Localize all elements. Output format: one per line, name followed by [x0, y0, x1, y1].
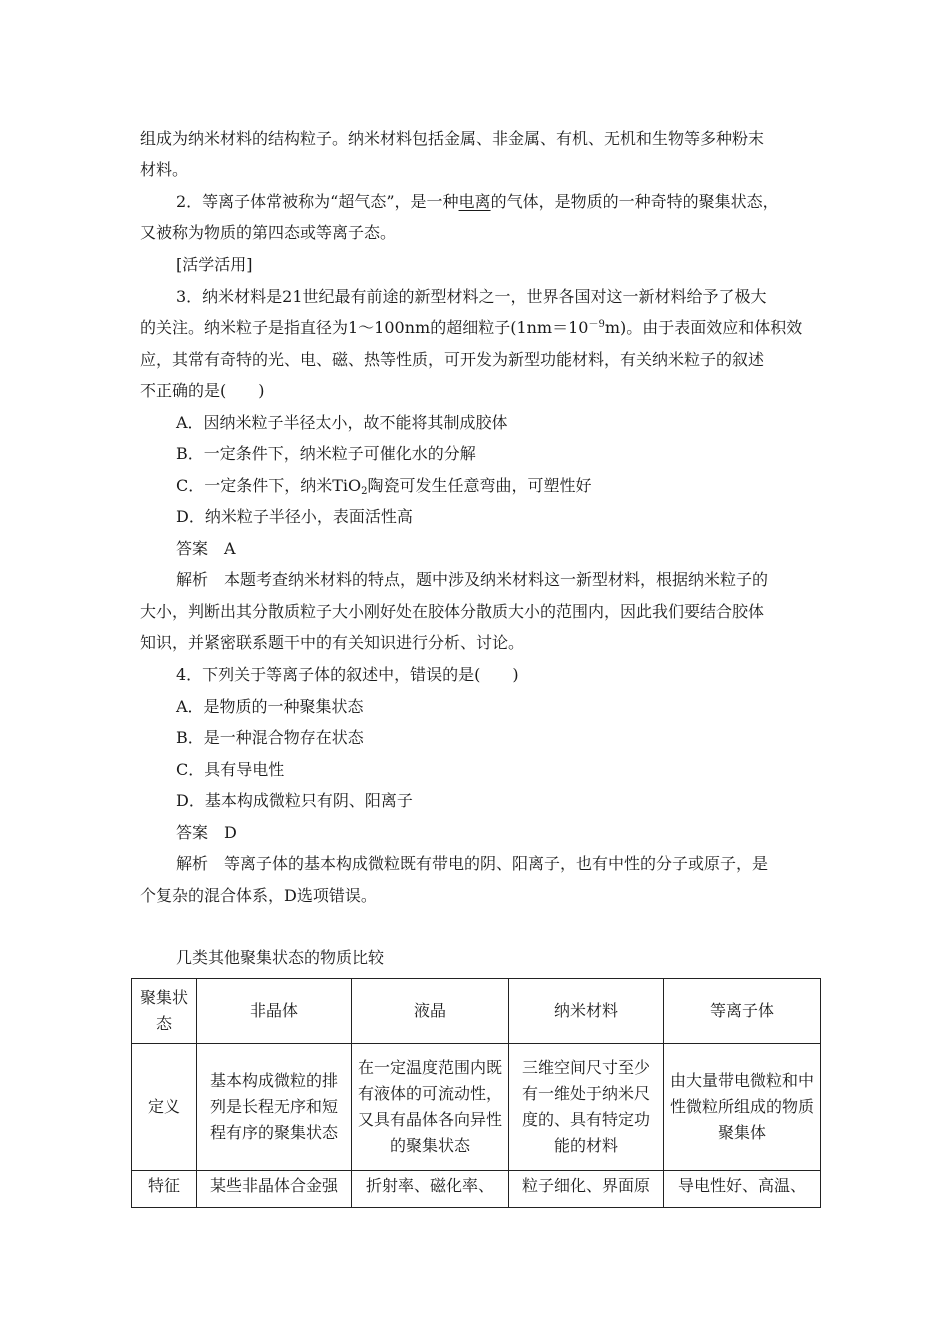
- comparison-table: [131, 978, 821, 1208]
- table-cell: 某些非晶体合金强: [197, 1171, 352, 1208]
- q3-answer: 答案 A: [176, 539, 236, 558]
- header-cell: 非晶体: [197, 979, 352, 1044]
- table-cell: 基本构成微粒的排列是长程无序和短程有序的聚集状态: [197, 1044, 352, 1171]
- table-cell: 由大量带电微粒和中性微粒所组成的物质聚集体: [664, 1044, 821, 1171]
- q4-option-c: C．具有导电性: [176, 760, 285, 779]
- q3-line-2: 的关注。纳米粒子是指直径为1～100nm的超细粒子$(1nm=10^{-9}m)$。由于表面效应和体积效: [140, 318, 803, 337]
- table-row: [132, 1171, 821, 1208]
- q3-analysis-line-3: 知识，并紧密联系题干中的有关知识进行分析、讨论。: [140, 633, 525, 652]
- intro-line-1: 组成为纳米材料的结构粒子。纳米材料包括金属、非金属、有机、无机和生物等多种粉末: [140, 129, 765, 148]
- table-cell: 三维空间尺寸至少有一维处于纳米尺度的、具有特定功能的材料: [509, 1044, 664, 1171]
- subscript: 2: [361, 486, 368, 497]
- section-label: [活学活用]: [176, 255, 253, 274]
- q3-option-a: A．因纳米粒子半径太小，故不能将其制成胶体: [176, 413, 508, 432]
- q3-line-1: 3．纳米材料是21世纪最有前途的新型材料之一，世界各国对这一新材料给予了极大: [176, 287, 767, 306]
- table-cell: 定义: [132, 1044, 197, 1171]
- header-cell: 纳米材料: [509, 979, 664, 1044]
- q3-option-c: C．一定条件下，纳米TiO$_2$陶瓷可发生任意弯曲，可塑性好: [176, 476, 592, 497]
- q4-analysis-line-2: 个复杂的混合体系，D选项错误。: [140, 886, 377, 905]
- table-row: [132, 1044, 821, 1171]
- table-cell: 在一定温度范围内既有液体的可流动性，又具有晶体各向异性的聚集状态: [352, 1044, 509, 1171]
- underlined-term: 电离: [458, 192, 491, 211]
- table-caption: 几类其他聚集状态的物质比较: [176, 948, 385, 967]
- intro-line-2: 材料。: [140, 160, 189, 179]
- q3-analysis-line-1: 解析 本题考查纳米材料的特点，题中涉及纳米材料这一新型材料，根据纳米粒子的: [176, 570, 769, 589]
- q4-option-a: A．是物质的一种聚集状态: [176, 697, 364, 716]
- q3-option-d: D．纳米粒子半径小，表面活性高: [176, 507, 413, 526]
- q3-analysis-line-2: 大小，判断出其分散质粒子大小刚好处在胶体分散质大小的范围内，因此我们要结合胶体: [140, 602, 765, 621]
- point2-line-1: 2．等离子体常被称为“超气态”，是一种电离的气体，是物质的一种奇特的聚集状态，: [176, 192, 779, 211]
- exponent: －9: [588, 319, 605, 330]
- table-cell: 粒子细化、界面原: [509, 1171, 664, 1208]
- header-cell: 聚集状态: [132, 979, 197, 1044]
- table-cell: 特征: [132, 1171, 197, 1208]
- q4-option-d: D．基本构成微粒只有阴、阳离子: [176, 791, 413, 810]
- header-cell: 液晶: [352, 979, 509, 1044]
- q4-option-b: B．是一种混合物存在状态: [176, 728, 364, 747]
- header-cell: 等离子体: [664, 979, 821, 1044]
- q4-analysis-line-1: 解析 等离子体的基本构成微粒既有带电的阴、阳离子，也有中性的分子或原子，是: [176, 854, 769, 873]
- table-header-row: [132, 979, 821, 1044]
- q4-stem: 4．下列关于等离子体的叙述中，错误的是( ): [176, 665, 519, 684]
- point2-line-2: 又被称为物质的第四态或等离子态。: [140, 223, 397, 242]
- q3-line-4: 不正确的是( ): [140, 381, 265, 400]
- table-cell: 折射率、磁化率、: [352, 1171, 509, 1208]
- q4-answer: 答案 D: [176, 823, 237, 842]
- q3-option-b: B．一定条件下，纳米粒子可催化水的分解: [176, 444, 476, 463]
- q3-line-3: 应，其常有奇特的光、电、磁、热等性质，可开发为新型功能材料，有关纳米粒子的叙述: [140, 350, 765, 369]
- table-cell: 导电性好、高温、: [664, 1171, 821, 1208]
